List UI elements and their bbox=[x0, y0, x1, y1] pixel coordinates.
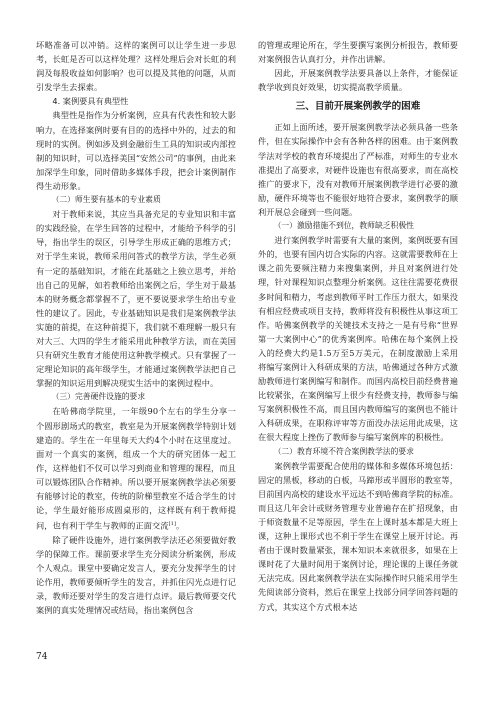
paragraph: 除了硬件设施外，进行案例教学法还必须要做好教学的保障工作。课前要求学生充分阅读分析案例，形成个人观点。课堂中要确定发言人，要充分发挥学生的讨论作用，教师要倾听学生的发言，并抓住闪光点进行记录，教师还要对学生的发言进行点评。最后教师要交代案例的真实处理情况或结局，指出案例包含 bbox=[36, 535, 236, 616]
paragraph-end: 。 bbox=[176, 520, 185, 531]
paragraph: 对于教师来说，其应当具备充足的专业知识和丰富的实践经验，在学生回答的过程中，才能给予科学的引导，指出学生的误区，引导学生形成正确的思维方式；对于学生来说，教师采用问答式的教学方法，学生必须有一定的基础知识，才能在此基础之上独立思考，并给出自己的见解，如若教师给出案例之后，学生对于最基本的财务概念都掌握不了，更不要说要求学生给出专业性的建议了。因此，专业基础知识是我们是案例教学法实施的前提，在这种前提下，我们就不难理解一般只有对大三、大四的学生才能采用此种教学方法，而在美国只有研究生教育才能使用这种教学模式。只有掌握了一定理论知识的高年级学生，才能通过案例教学法把自己掌握的知识运用到解决现实生活中的案例过程中。 bbox=[36, 209, 236, 389]
subheading-typical-case: 4. 案例要具有典型性 bbox=[52, 96, 129, 107]
subheading-incentives: （一）激励措施不到位，教师缺乏积极性 bbox=[273, 221, 414, 231]
subheading-professional-quality: （二）师生要有基本的专业素质 bbox=[51, 195, 161, 205]
paragraph: 坏略准备可以冲销。这样的案例可以让学生进一步思考，长虹是否可以这样处理？这样处理后会对长虹的利润及每股收益如何影响？也可以提及其他的问题，从而引发学生去探索。 bbox=[36, 40, 236, 93]
paragraph bbox=[36, 404, 236, 533]
paragraph: 的管理或理论所在，学生要撰写案例分析报告，教师要对案例报告认真打分，并作出讲解。 bbox=[258, 40, 458, 65]
subheading-education-environment: （二）教育环境不符合案例教学法的要求 bbox=[273, 446, 414, 456]
paragraph: 正如上面所述，要开展案例教学法必须具备一些条件，但在实际操作中会有各种各样的困难。由于案例教学法对学校的教育环境提出了严标准，对师生的专业水准提出了高要求，对硬件设施也有很高要求，而在高校推广的要求下，没有对教师开展案例教学进行必要的激励，硬件环境等也不能很好地符合要求，案例教学的顺利开展总会碰到一些问题。 bbox=[258, 122, 458, 217]
left-column bbox=[36, 38, 236, 618]
paragraph-text: 在哈佛商学院里，一年级90个左右的学生分享一个圆形剧场式的教室，教室是为开展案例教学特别计划建造的。学生在一年里每天大约4个小时在这里度过。面对一个真实的案例，组成一个大的研究团体一起工作，这样他们不仅可以学习到商业和管理的课程，而且可以锻炼团队合作精神。所以要开展案例教学法必须要有能够讨论的教室，传统的阶梯型教室不适合学生的讨论，学生最好能形成圆桌形的，这样既有利于教师提问，也有利于学生与教师的正面交流 bbox=[36, 406, 236, 531]
paragraph: 进行案例教学时需要有大量的案例，案例既要有国外的，也要有国内切合实际的内容。这就需要教师在上课之前先要频注精力来搜集案例，并且对案例进行处理，针对课程知识点整理分析案例。这往往需要花费很多时间和精力，考虑到教师平时工作压力很大，如果没有相应经费或项目支持，教师将没有积极性从事这项工作。哈佛案例教学的关键技术支持之一是有号称“世界第一大案例中心”的优秀案例库。哈佛在每个案例上投入的经费大约是1.5万至5万美元，在制度激励上采用将编写案例计入科研成果的方法，哈佛通过各种方式激励教师进行案例编写和制作。而国内高校目前经费普遍比较紧张，在案例编写上很少有经费支持，教师参与编写案例积极性不高，而且国内教师编写的案例也不能计入科研成果，在职称评审等方面没办法运用此成果，这在很大程度上挫伤了教师参与编写案例库的积极性。 bbox=[258, 235, 458, 443]
paragraph: 因此，开展案例教学法要具备以上条件，才能保证教学收到良好效果，切实提高教学质量。 bbox=[258, 68, 458, 93]
page-number: 74 bbox=[36, 652, 48, 662]
paragraph: 案例教学需要配合使用的媒体和多媒体环境包括：固定的黑板，移动的白板，马蹄形或半圆形的教室等，目前国内高校的建设水平远达不到哈佛商学院的标准。而且这几年会计或财务管理专业普遍存在扩招现象，由于师资数量不足等原因，学生在上课时基本都是大班上课，这种上课形式也不利于学生在课堂上展开讨论。再者由于课时数量紧张，课本知识本来就很多，如果在上课时花了大量时间用于案例讨论，理论课的上课任务就无法完成。因此案例教学法在实际操作时只能采用学生先阅读部分资料，然后在课堂上找部分同学回答问题的方式，其实这个方式根本达 bbox=[258, 460, 458, 612]
right-column bbox=[258, 38, 458, 614]
paragraph: 典型性是指作为分析案例，应具有代表性和较大影响力，在选择案例时要有目的的选择中外的，过去的和现时的实例。例如涉及到金融衍生工具的知识或内部控制的知识时，可以选择美国“安然公司”的事例，由此来加深学生印象，同时借助多媒体手段，把会计案例制作得生动形象。 bbox=[36, 110, 236, 191]
citation-marker: [1] bbox=[168, 521, 176, 528]
subheading-hardware-facilities: （三）完善硬件设施的要求 bbox=[51, 392, 146, 402]
section-title: 三、目前开展案例教学的困难 bbox=[295, 101, 421, 113]
